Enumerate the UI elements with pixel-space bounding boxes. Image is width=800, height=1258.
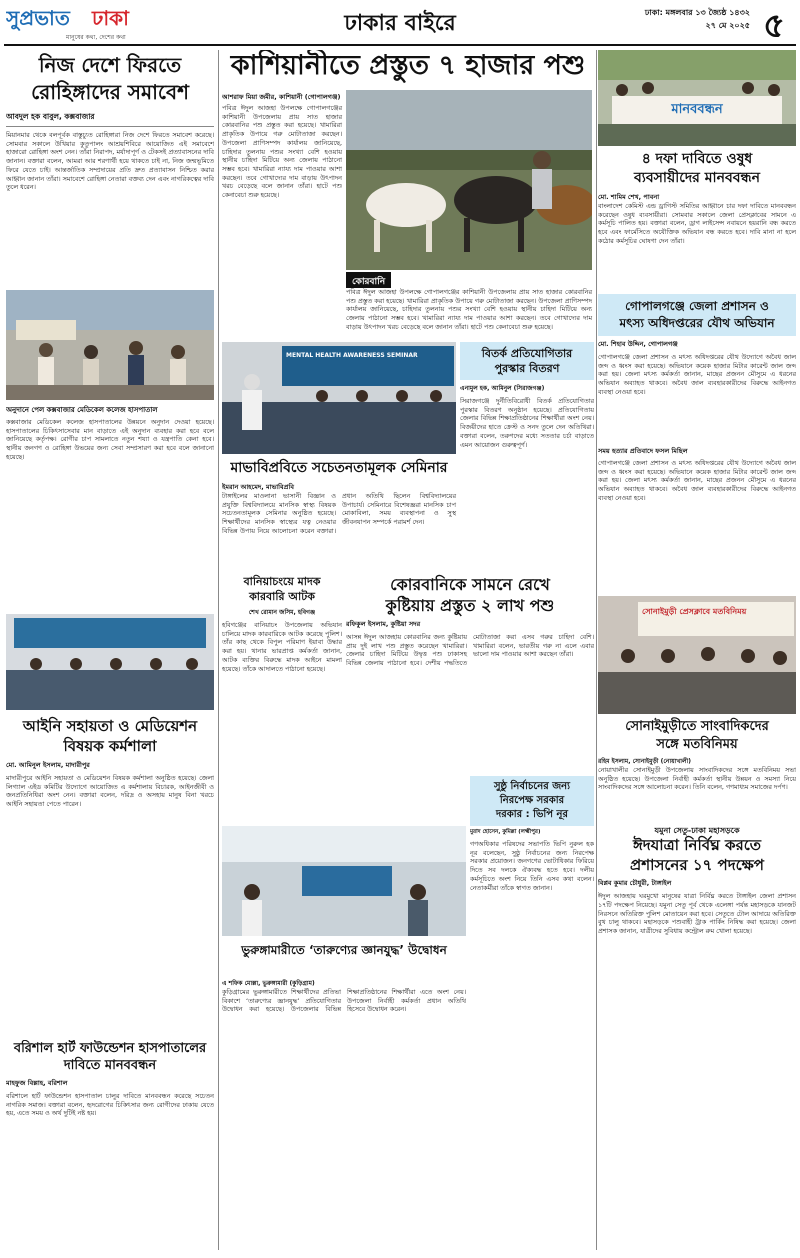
rohingya-headline-line2: রোহিঙ্গাদের সমাবেশ	[31, 80, 189, 104]
jamuna-byline: বিপ্লব কুমার চৌধুরী, টাঙ্গাইল	[598, 879, 672, 888]
ainisahayota-headline	[6, 716, 214, 756]
bitorko-headline-line1: বিতর্ক প্রতিযোগিতার	[481, 347, 573, 360]
article-jamuna	[598, 826, 796, 1246]
kashiani-photo	[346, 90, 592, 270]
bitorko-body: সিরাজগঞ্জে দুর্নীতিবিরোধী বিতর্ক প্রতিযোগিতার পুরস্কার বিতরণ অনুষ্ঠান হয়েছে। প্রতিযোগিতায় জেলার বিভিন্ন শিক্ষাপ্রতিষ্ঠানের শিক্ষার্থীরা অংশ নেয়। বিজয়ীদের হাতে ক্রেস্ট ও সনদ তুলে দেন অতিথিরা। বক্তারা বলেন, তরুণদের মধ্যে সততার চর্চা বাড়াতে এমন আয়োজন গুরুত্বপূর্ণ।	[460, 397, 594, 449]
kashiani-byline: আশরাফ মিয়া জমীর, কাশিয়ানী (গোপালগঞ্জ)	[222, 93, 341, 101]
issue-date-english: ২৭ মে ২০২৫	[705, 21, 750, 30]
sonaimuri-byline: রহিম ইসলাম, সোনাইমুড়ী (নোয়াখালী)	[598, 758, 691, 765]
jamuna-headline-intro: যমুনা সেতু-ঢাকা মহাসড়কে	[654, 826, 740, 835]
rohingya-byline: আবদুল হক বাবুল, কক্সবাজার	[6, 112, 214, 127]
issue-date-bangla: ঢাকা: মঙ্গলবার ১৩ জ্যৈষ্ঠ ১৪৩২	[644, 8, 750, 17]
bhurungamari-body: কুড়িগ্রামের ভুরুঙ্গামারীতে শিক্ষার্থীদের প্রতিভা বিকাশে ‘তারুণ্যের জ্ঞানযুদ্ধ’ প্রতিযোগিতার উদ্বোধন করা হয়েছে। উপজেলার বিভিন্ন শিক্ষাপ্রতিষ্ঠানের শিক্ষার্থীরা এতে অংশ নেয়। উপজেলা নির্বাহী কর্মকর্তা প্রধান অতিথি হিসেবে উদ্বোধন করেন।	[222, 988, 466, 1238]
ainisahayota-headline-line2: বিষয়ক কর্মশালা	[63, 737, 157, 755]
article-sonaimuri	[598, 596, 796, 826]
seminar-photo	[222, 342, 456, 454]
article-gopalganj	[598, 294, 796, 594]
manabbandhan-photo	[598, 50, 796, 146]
kashiani-body: পবিত্র ঈদুল আজহা উপলক্ষে গোপালগঞ্জের কাশিয়ানী উপজেলায় প্রায় সাত হাজার কোরবানির পশু প্রস্তুত করা হয়েছে। খামারিরা প্রাকৃতিক উপায়ে গরু মোটাতাজা করছেন। উপজেলা প্রাণিসম্পদ কার্যালয় জানিয়েছে, চাহিদার তুলনায় পশুর সংখ্যা বেশি হওয়ায় স্থানীয় চাহিদা মিটিয়ে অন্য জেলায় পাঠানো সম্ভব হবে। খামারিরা ন্যায্য দাম পাওয়ার আশা করছেন। তবে গোখাদ্যের দাম বাড়ায় উৎপাদন খরচ বেড়েছে বলে জানান তাঁরা। হাটে পশু কেনাবেচা শুরু হয়েছে।	[222, 104, 342, 200]
ainisahayota-headline-line1: আইনি সহায়তা ও মেডিয়েশন	[22, 717, 198, 735]
cattle-farm-image	[346, 90, 592, 270]
seminar-body: টাঙ্গাইলের মাওলানা ভাসানী বিজ্ঞান ও প্রযুক্তি বিশ্ববিদ্যালয়ে মানসিক স্বাস্থ্য বিষয়ক সচেতনতামূলক সেমিনার অনুষ্ঠিত হয়েছে। শিক্ষার্থীদের মানসিক স্বাস্থ্যের যত্ন নেওয়ার বিভিন্ন উপায় নিয়ে আলোচনা করেন বক্তারা। প্রধান অতিথি ছিলেন বিশ্ববিদ্যালয়ের উপাচার্য। সেমিনারে বিশেষজ্ঞরা মানসিক চাপ মোকাবিলা, সময় ব্যবস্থাপনা ও সুস্থ জীবনযাপন সম্পর্কে পরামর্শ দেন।	[222, 492, 456, 535]
gopalganj-headline-line1: গোপালগঞ্জে জেলা প্রশাসন ও	[625, 299, 769, 313]
rohingya-headline	[6, 52, 214, 106]
barishal-headline: বরিশাল হার্ট ফাউন্ডেশন হাসপাতালের দাবিতে মানববন্ধন	[13, 1041, 207, 1073]
rohingya-body: মিয়ানমার থেকে বলপূর্বক বাস্তুচ্যুত রোহিঙ্গারা নিজ দেশে ফিরতে সমাবেশ করেছে। সোমবার সকালে উখিয়ার কুতুপালং আশ্রয়শিবিরে আয়োজিত এই সমাবেশে হাজারো রোহিঙ্গা অংশ নেন। তাঁরা নিরাপদ, মর্যাদাপূর্ণ ও টেকসই প্রত্যাবাসনের দাবি জানান। বক্তারা বলেন, আমরা আর শরণার্থী হয়ে থাকতে চাই না, নিজ জন্মভূমিতে ফিরে যেতে চাই। আন্তর্জাতিক সম্প্রদায়ের প্রতি দ্রুত প্রত্যাবাসন নিশ্চিত করার আহ্বান জানান তাঁরা। সমাবেশে রোহিঙ্গা নেতারা বক্তব্য দেন এবং নাগরিকত্বের দাবি তুলে ধরেন।	[6, 131, 214, 192]
bitorko-headline	[460, 342, 594, 380]
banianchong-body: হবিগঞ্জের বানিয়াচং উপজেলায় অভিযান চালিয়ে মাদক কারবারিকে আটক করেছে পুলিশ। তাঁর কাছ থেকে বিপুল পরিমাণ ইয়াবা উদ্ধার করা হয়। থানার ভারপ্রাপ্ত কর্মকর্তা জানান, আটক ব্যক্তির বিরুদ্ধে মাদক আইনে মামলা হয়েছে। তাঁকে আদালতে পাঠানো হয়েছে।	[222, 621, 342, 673]
rohingya-rally-image	[6, 290, 214, 400]
sustho-headline-line3: দরকার : ভিপি নূর	[495, 809, 569, 820]
kushtia-byline: রফিকুল ইসলাম, কুষ্টিয়া সদর	[346, 620, 421, 628]
article-sustho	[470, 776, 594, 1246]
gopalganj-body: গোপালগঞ্জে জেলা প্রশাসন ও মৎস্য অধিদপ্তরের যৌথ উদ্যোগে অবৈধ জাল জব্দ ও ধ্বংস করা হয়েছে। অভিযানে কয়েক হাজার মিটার কারেন্ট জাল জব্দ করা হয়। জেলা মৎস্য কর্মকর্তা জানান, মাছের প্রজনন মৌসুমে এ ধরনের অভিযান অব্যাহত থাকবে। অবৈধ জাল ব্যবহারকারীদের বিরুদ্ধে আইনগত ব্যবস্থা নেওয়া হবে।	[598, 353, 796, 396]
bitorko-headline-line2: পুরস্কার বিতরণ	[494, 362, 560, 375]
sustho-headline-line1: সুষ্ঠু নির্বাচনের জন্য	[493, 781, 571, 792]
gopalganj-subhead: সময় হত্যার প্রতিবাদে ফসল মিছিল	[598, 447, 688, 455]
logo-dhaka-text: ঢাকা	[92, 6, 129, 30]
sonaimuri-headline	[598, 718, 796, 754]
ainisahayota-body: মাদারীপুরে আইনি সহায়তা ও মেডিয়েশন বিষয়ক কর্মশালা অনুষ্ঠিত হয়েছে। জেলা লিগ্যাল এইড কমিটির উদ্যোগে আয়োজিত এ কর্মশালায় বিচারক, আইনজীবী ও জনপ্রতিনিধিরা অংশ নেন। বক্তারা বলেন, দরিদ্র ও অসহায় মানুষ বিনা খরচে আইনি সহায়তা পেতে পারেন।	[6, 774, 214, 884]
ainisahayota-byline: মো. আমিনুল ইসলাম, মাদারীপুর	[6, 761, 90, 769]
jamuna-headline-line2: প্রশাসনের ১৭ পদক্ষেপ	[630, 856, 764, 875]
sustho-byline: মুরাদ হোসেন, কুমিল্লা (লক্ষ্মীপুর)	[470, 829, 541, 835]
rohingya-headline-line1: নিজ দেশে ফিরতে	[38, 53, 182, 77]
bitorko-byline: এনামুল হক, আমিনুল (সিরাজগঞ্জ)	[460, 385, 545, 392]
article-seminar	[222, 342, 594, 572]
column-rule	[596, 50, 597, 1250]
seminar-byline: ইমরান আহমেদ, মাভাবিপ্রবি	[222, 483, 294, 491]
kashiani-photo-caption: কোরবানি	[346, 272, 391, 291]
manabbandhan-byline: মো. শামিম শেখ, পাবনা	[598, 193, 660, 201]
article-ainisahayota	[6, 614, 214, 884]
manabbandhan-headline-line1: ৪ দফা দাবিতে ওষুধ	[641, 151, 753, 167]
gopalganj-headline-line2: মৎস্য অধিদপ্তরের যৌথ অভিযান	[619, 316, 775, 330]
jamuna-headline	[598, 826, 796, 875]
kushtia-headline-line1: কোরবানিকে সামনে রেখে	[390, 575, 550, 594]
issue-date	[600, 6, 750, 32]
workshop-stage-image	[6, 614, 214, 710]
banianchong-byline: শেখ রোমান জসিম, হবিগঞ্জ	[248, 609, 316, 616]
masthead	[0, 0, 800, 44]
article-barishal	[6, 1040, 214, 1250]
article-rohingya	[6, 52, 214, 612]
column-rule	[218, 50, 219, 1250]
article-bitorko	[460, 342, 594, 570]
sustho-headline-line2: নিরপেক্ষ সরকার	[499, 795, 565, 806]
masthead-rule	[4, 44, 796, 46]
banianchong-headline	[222, 574, 342, 604]
manabbandhan-body: বাংলাদেশ কেমিস্ট এন্ড ড্রাগিস্ট সমিতির আহ্বানে চার দফা দাবিতে মানববন্ধন করেছেন ওষুধ ব্যবসায়ীরা। সোমবার সকালে জেলা প্রেসক্লাবের সামনে এ কর্মসূচি পালিত হয়। বক্তারা বলেন, ড্রাগ লাইসেন্স নবায়নে হয়রানি বন্ধ করতে হবে এবং ফার্মেসিতে অযৌক্তিক অভিযান বন্ধ করতে হবে। দাবি মানা না হলে কঠোর কর্মসূচির ঘোষণা দেন তাঁরা।	[598, 202, 796, 245]
inauguration-image	[222, 826, 466, 936]
kushtia-body: আসন্ন ঈদুল আজহায় কোরবানির জন্য কুষ্টিয়ায় প্রায় দুই লাখ পশু প্রস্তুত করেছেন খামারিরা। জেলার চাহিদা মিটিয়ে উদ্বৃত্ত পশু ঢাকাসহ বিভিন্ন জেলায় পাঠানো হবে। দেশীয় পদ্ধতিতে মোটাতাজা করা এসব গরুর চাহিদা বেশি। খামারিরা বলেন, ভারতীয় গরু না এলে এবার ভালো দাম পাওয়ার আশা করছেন তাঁরা।	[346, 633, 594, 873]
bhurungamari-byline: এ শফিক মোল্লা, ভুরুঙ্গামারী (কুড়িগ্রাম)	[222, 980, 315, 987]
publication-logo[interactable]	[6, 4, 156, 42]
manabbandhan-headline-line2: ব্যবসায়ীদের মানববন্ধন	[634, 170, 760, 186]
protest-rally-image	[598, 50, 796, 146]
bhurungamari-headline: ভুরুঙ্গামারীতে ‘তারুণ্যের জ্ঞানযুদ্ধ’ উদ্বোধন	[241, 943, 447, 957]
bhurungamari-photo	[222, 826, 466, 936]
sonaimuri-headline-line1: সোনাইমুড়ীতে সাংবাদিকদের	[625, 719, 769, 734]
banianchong-headline-line1: বানিয়াচংয়ে মাদক	[243, 575, 321, 588]
article-manabbandhan	[598, 50, 796, 290]
barishal-body: বরিশালে হার্ট ফাউন্ডেশন হাসপাতাল চালুর দাবিতে মানববন্ধন করেছে সচেতন নাগরিক সমাজ। বক্তারা বলেন, হৃদরোগের চিকিৎসার জন্য রোগীদের ঢাকায় যেতে হয়, এতে সময় ও অর্থ দুটিই নষ্ট হয়।	[6, 1092, 214, 1242]
logo-main-text: সুপ্রভাত	[6, 6, 70, 30]
sustho-headline	[470, 776, 594, 826]
manabbandhan-banner-text: মানববন্ধন	[671, 102, 723, 117]
kashiani-headline: কাশিয়ানীতে প্রস্তুত ৭ হাজার পশু	[230, 50, 586, 81]
rohingya-photo	[6, 290, 214, 400]
article-kashiani	[222, 50, 594, 340]
gopalganj-body-continued: গোপালগঞ্জে জেলা প্রশাসন ও মৎস্য অধিদপ্তরের যৌথ উদ্যোগে অবৈধ জাল জব্দ ও ধ্বংস করা হয়েছে। অভিযানে কয়েক হাজার মিটার কারেন্ট জাল জব্দ করা হয়। জেলা মৎস্য কর্মকর্তা জানান, মাছের প্রজনন মৌসুমে এ ধরনের অভিযান অব্যাহত থাকবে। অবৈধ জাল ব্যবহারকারীদের বিরুদ্ধে আইনগত ব্যবস্থা নেওয়া হবে।	[598, 459, 796, 594]
sonaimuri-photo	[598, 596, 796, 714]
rohingya-body-2: কক্সবাজার মেডিকেল কলেজ হাসপাতালের উন্নয়নে অনুদান দেওয়া হয়েছে। হাসপাতালের চিকিৎসাসেবার মান বাড়াতে এই অনুদান ব্যবহার করা হবে বলে জানিয়েছে কর্তৃপক্ষ। রোগীর চাপ সামলাতে নতুন শয্যা ও যন্ত্রপাতি কেনা হবে। স্থানীয় জনগণ ও রোহিঙ্গা উভয়ের জন্য সেবা সম্প্রসারণ করা হবে বলে জানানো হয়েছে।	[6, 418, 214, 461]
page-number: ৫	[762, 6, 786, 44]
manabbandhan-headline	[598, 150, 796, 188]
sonaimuri-body: নোয়াখালীর সোনাইমুড়ী উপজেলায় সাংবাদিকদের সঙ্গে মতবিনিময় সভা অনুষ্ঠিত হয়েছে। উপজেলা নির্বাহী কর্মকর্তা স্থানীয় উন্নয়ন ও সমস্যা নিয়ে সাংবাদিকদের সঙ্গে আলোচনা করেন। তিনি বলেন, গণমাধ্যম সমাজের দর্পণ।	[598, 766, 796, 792]
sonaimuri-headline-line2: সঙ্গে মতবিনিময়	[656, 737, 738, 752]
article-banianchong	[222, 574, 342, 824]
section-title: ঢাকার বাইরে	[344, 11, 456, 36]
kashiani-body-continued: পবিত্র ঈদুল আজহা উপলক্ষে গোপালগঞ্জের কাশিয়ানী উপজেলায় প্রায় সাত হাজার কোরবানির পশু প্রস্তুত করা হয়েছে। খামারিরা প্রাকৃতিক উপায়ে গরু মোটাতাজা করছেন। উপজেলা প্রাণিসম্পদ কার্যালয় জানিয়েছে, চাহিদার তুলনায় পশুর সংখ্যা বেশি হওয়ায় স্থানীয় চাহিদা মিটিয়ে অন্য জেলায় পাঠানো সম্ভব হবে। খামারিরা ন্যায্য দাম পাওয়ার আশা করছেন। তবে গোখাদ্যের দাম বাড়ায় উৎপাদন খরচ বেড়েছে বলে জানান তাঁরা। হাটে পশু কেনাবেচা শুরু হয়েছে।	[346, 288, 592, 336]
kushtia-headline	[346, 574, 594, 616]
sustho-body: গণঅধিকার পরিষদের সভাপতি ভিপি নুরুল হক নূর বলেছেন, সুষ্ঠু নির্বাচনের জন্য নিরপেক্ষ সরকার প্রয়োজন। জনগণের ভোটাধিকার ফিরিয়ে দিতে সব দলকে ঐক্যবদ্ধ হতে হবে। দলীয় কর্মসূচিতে অংশ নিয়ে তিনি এসব কথা বলেন। নেতাকর্মীরা তাঁকে স্বাগত জানান।	[470, 840, 594, 1240]
jamuna-headline-line1: ঈদযাত্রা নির্বিঘ্ন করতে	[632, 836, 762, 855]
sonaimuri-banner-text: সোনাইমুড়ী প্রেসক্লাবে মতবিনিময়	[642, 607, 747, 616]
article-bhurungamari	[222, 826, 466, 1246]
seminar-banner-text: MENTAL HEALTH AWARENESS SEMINAR	[286, 352, 418, 359]
kushtia-headline-line2: কুষ্টিয়ায় প্রস্তুত ২ লাখ পশু	[385, 596, 555, 615]
rohingya-subhead: অনুদানে পেল কক্সবাজার মেডিকেল কলেজ হাসপাতাল	[6, 406, 158, 414]
seminar-headline: মাভাবিপ্রবিতে সচেতনতামূলক সেমিনার	[230, 460, 448, 476]
jamuna-body: ঈদুল আজহায় ঘরমুখো মানুষের যাত্রা নির্বিঘ্ন করতে টাঙ্গাইল জেলা প্রশাসন ১৭টি পদক্ষেপ নিয়েছে। যমুনা সেতু পূর্ব থেকে এলেঙ্গা পর্যন্ত মহাসড়কে যানজট নিরসনে অতিরিক্ত পুলিশ মোতায়েন করা হবে। সেতুতে টোল আদায়ে অতিরিক্ত বুথ চালু থাকবে। মহাসড়কে পশুবাহী ট্রাক পার্কিং নিষিদ্ধ করা হয়েছে। জেলা প্রশাসক জানান, যাত্রীদের সুবিধায় কন্ট্রোল রুম খোলা হয়েছে।	[598, 892, 796, 1232]
barishal-byline: মাহফুজ বিল্লাহ, বরিশাল	[6, 1079, 68, 1087]
gopalganj-byline: মো. শিহাব উদ্দিন, গোপালগঞ্জ	[598, 340, 678, 348]
gopalganj-headline	[598, 294, 796, 336]
banianchong-headline-line2: কারবারি আটক	[249, 590, 315, 603]
logo-tagline: মানুষের কথা, দেশের কথা	[66, 34, 126, 41]
workshop-photo	[6, 614, 214, 710]
